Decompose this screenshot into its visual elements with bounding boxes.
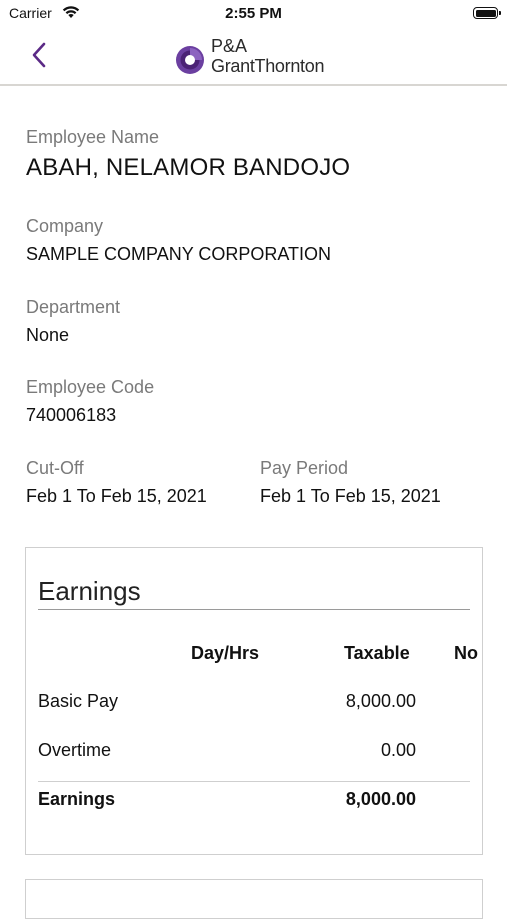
employee-code-label: Employee Code [26, 377, 155, 397]
next-section-card [25, 879, 483, 919]
employee-name-field [26, 127, 350, 182]
battery-icon [473, 7, 498, 19]
cutoff-label: Cut-Off [26, 458, 84, 478]
status-bar [0, 0, 507, 28]
department-field [26, 297, 120, 346]
pay-period-field [260, 458, 441, 507]
company-label: Company [26, 216, 104, 236]
earnings-card [25, 547, 483, 855]
clock: 2:55 PM [225, 5, 282, 22]
column-header-taxable: Taxable [344, 643, 410, 663]
pay-period-label: Pay Period [260, 458, 349, 478]
employee-name-label: Employee Name [26, 127, 160, 147]
total-taxable: 8,000.00 [345, 789, 416, 809]
cutoff-field [26, 458, 207, 507]
total-divider [38, 781, 470, 782]
company-field [26, 216, 331, 265]
column-header-day-hrs: Day/Hrs [191, 643, 260, 663]
logo-text-pa: P&A [211, 36, 248, 56]
row-label-overtime: Overtime [38, 740, 112, 760]
row-taxable-basic-pay: 8,000.00 [345, 691, 416, 711]
company-value: SAMPLE COMPANY CORPORATION [26, 244, 332, 264]
row-taxable-overtime: 0.00 [380, 740, 416, 760]
logo-mark-icon [175, 45, 205, 75]
total-label: Earnings [38, 789, 116, 809]
column-header-nontaxable: No [454, 643, 478, 663]
department-label: Department [26, 297, 121, 317]
logo-text-grant-thornton: GrantThornton [211, 56, 325, 76]
carrier-label: Carrier [9, 5, 52, 21]
earnings-title-divider [38, 609, 470, 610]
chevron-left-icon [26, 40, 56, 70]
department-value: None [26, 325, 70, 345]
employee-code-field [26, 377, 154, 426]
pay-period-value: Feb 1 To Feb 15, 2021 [260, 486, 441, 506]
employee-code-value: 740006183 [26, 405, 117, 425]
cutoff-value: Feb 1 To Feb 15, 2021 [26, 486, 207, 506]
nav-bar [0, 28, 507, 86]
row-label-basic-pay: Basic Pay [38, 691, 119, 711]
employee-name-value: ABAH, NELAMOR BANDOJO [26, 154, 351, 181]
back-button[interactable] [26, 40, 56, 70]
earnings-title: Earnings [38, 576, 141, 606]
